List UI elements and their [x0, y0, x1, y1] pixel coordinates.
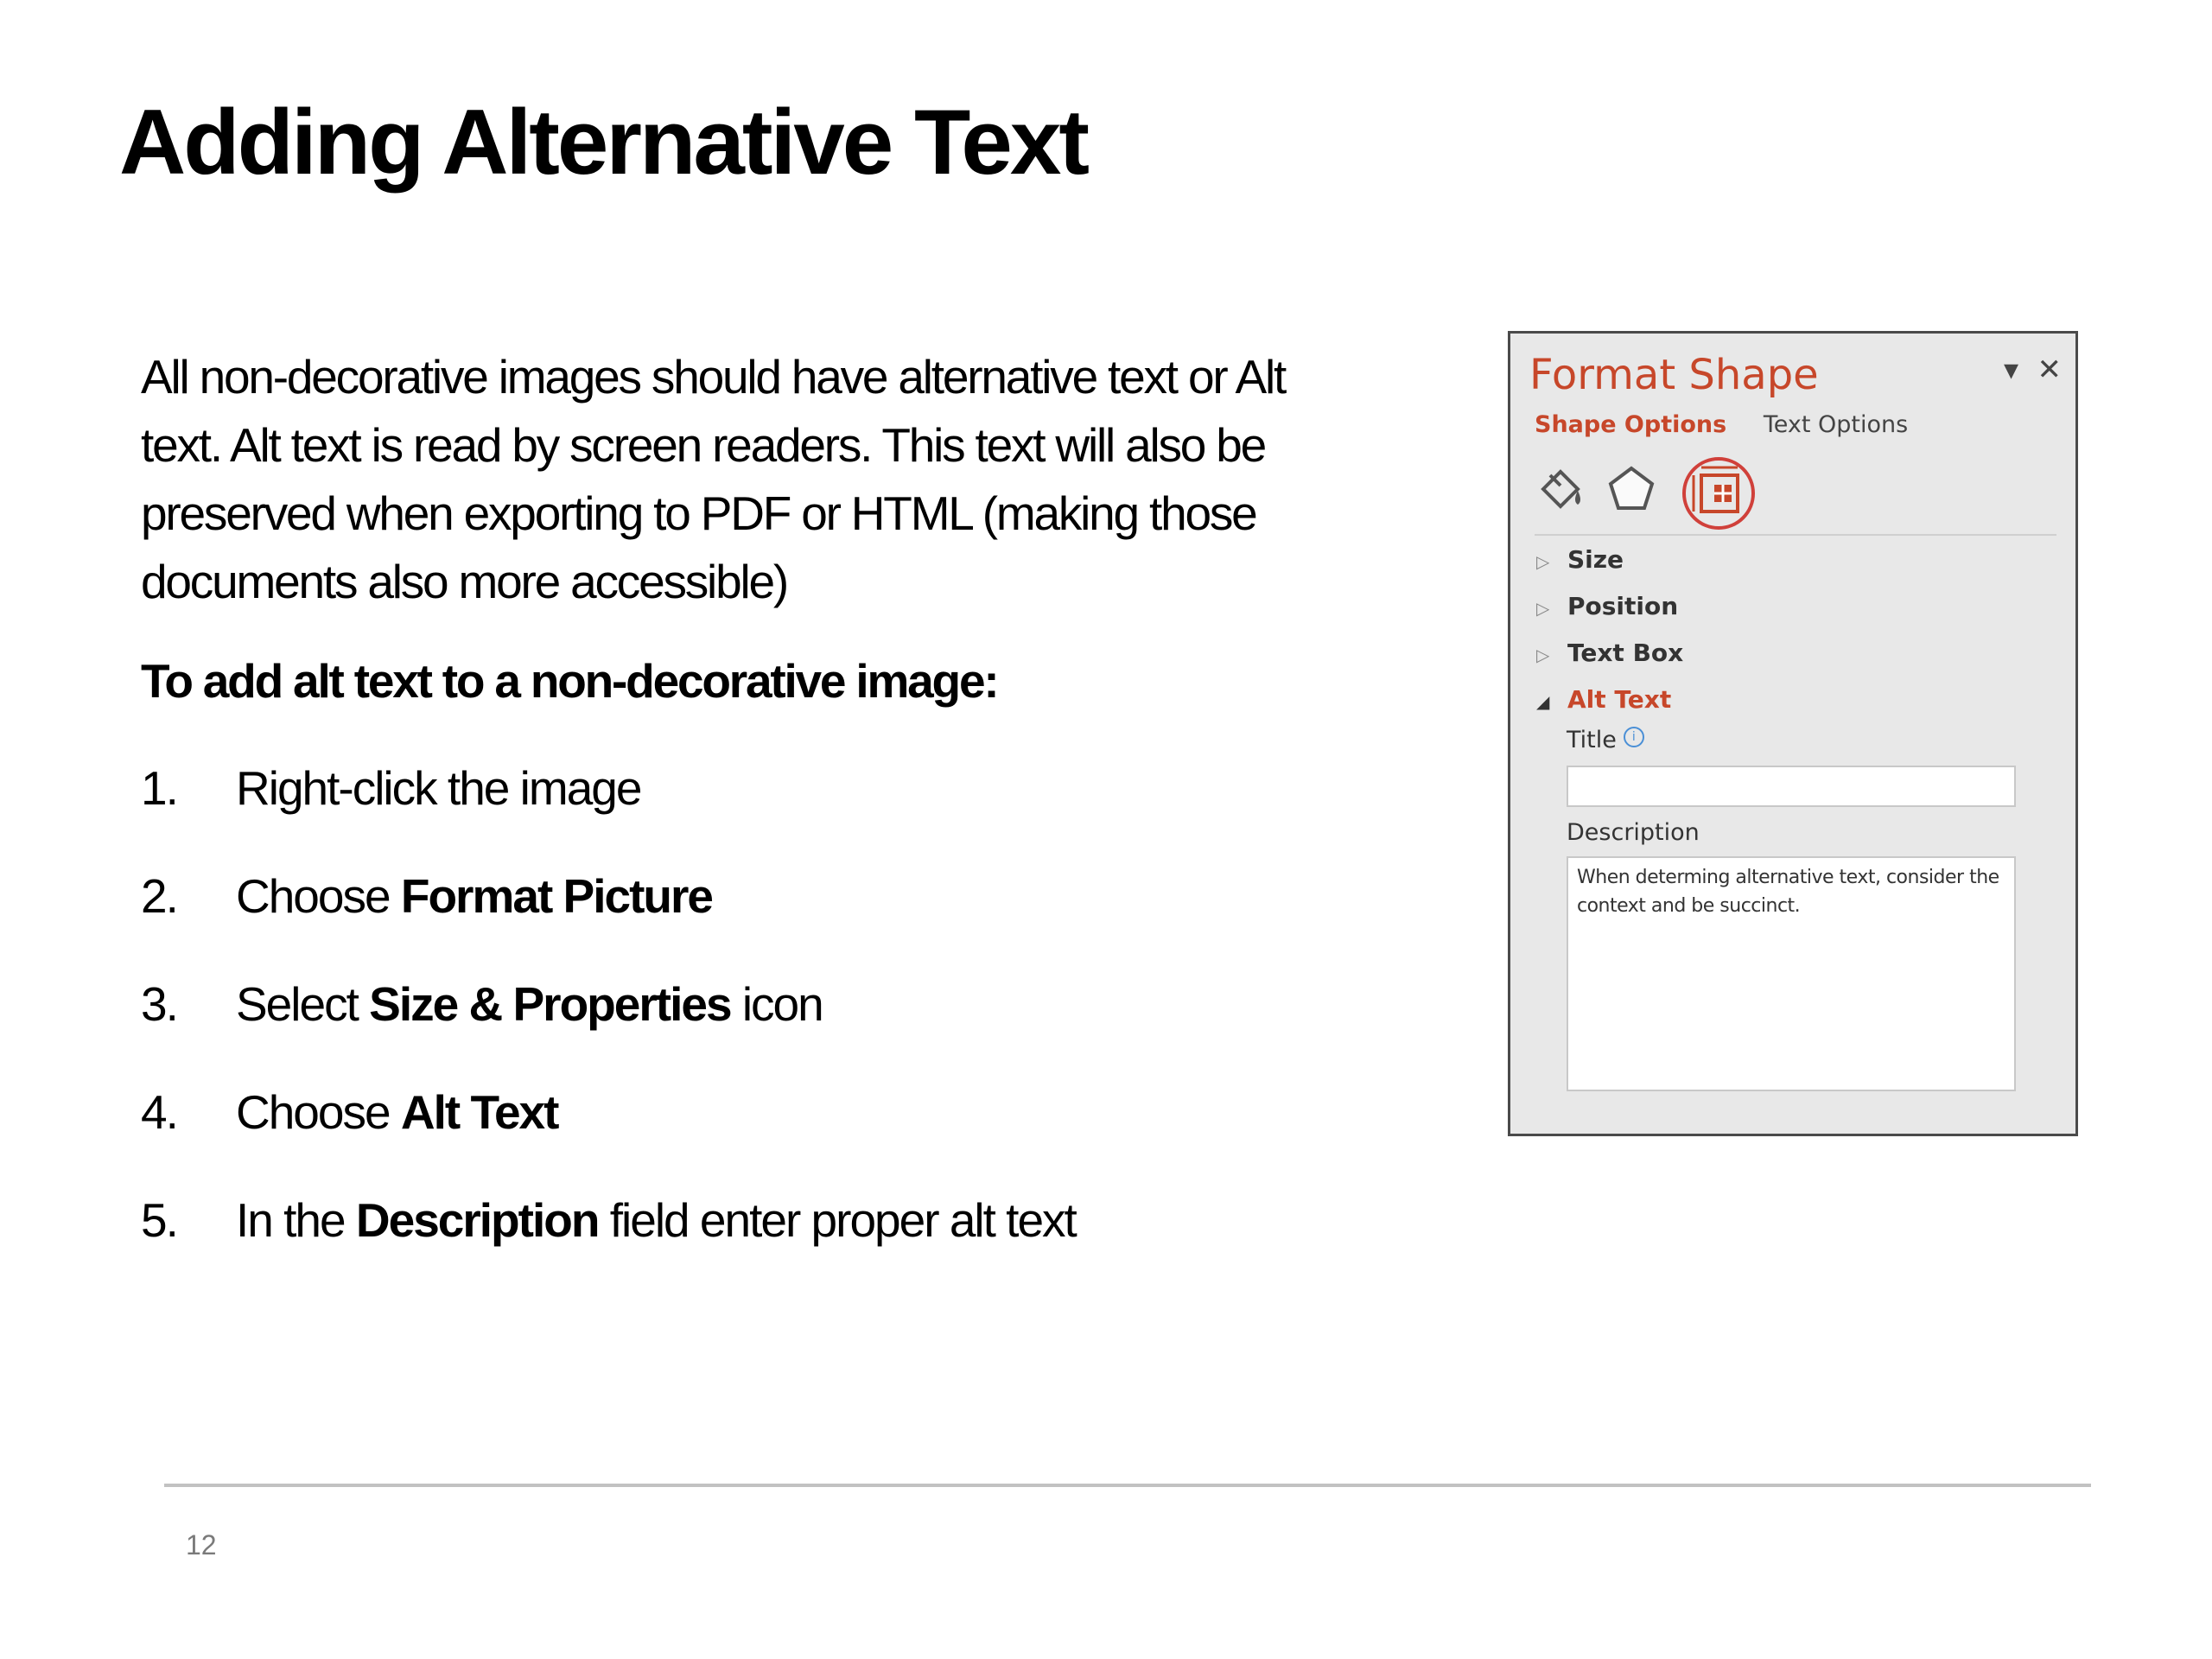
- step-item: [141, 976, 1076, 1084]
- tab-shape-options[interactable]: Shape Options: [1535, 411, 1727, 438]
- steps-list: [141, 760, 1076, 1300]
- step-item: [141, 1192, 1076, 1300]
- category-icon-row: [1535, 454, 1777, 532]
- step-item: [141, 760, 1076, 868]
- footer-divider: [164, 1484, 2091, 1487]
- collapse-icon: ◢: [1536, 691, 1550, 712]
- step-text: Right-click the image: [236, 761, 641, 815]
- section-alt-text[interactable]: ◢ Alt Text: [1536, 685, 1672, 714]
- slide-title: Adding Alternative Text: [119, 90, 1088, 194]
- expand-icon: ▷: [1536, 551, 1550, 572]
- format-shape-pane: [1508, 331, 2078, 1136]
- fill-line-icon[interactable]: [1535, 465, 1586, 517]
- page-number: 12: [186, 1529, 217, 1560]
- step-text: In the Description field enter proper alt text: [236, 1193, 1076, 1247]
- instructions-heading: To add alt text to a non-decorative image:: [141, 654, 998, 708]
- section-size[interactable]: ▷ Size: [1536, 545, 1624, 574]
- section-text-box[interactable]: ▷ Text Box: [1536, 639, 1684, 667]
- step-number: 5.: [141, 1193, 177, 1247]
- effects-icon[interactable]: [1605, 463, 1657, 515]
- expand-icon: ▷: [1536, 645, 1550, 665]
- step-number: 3.: [141, 977, 177, 1031]
- description-field-label: Description: [1567, 819, 1700, 846]
- expand-icon: ▷: [1536, 598, 1550, 619]
- tab-text-options[interactable]: Text Options: [1763, 411, 1909, 438]
- intro-paragraph: All non-decorative images should have alternative text or Alt text. Alt text is read by screen readers. This text will also be preserved when exporting to PDF or HTML (making those documents also more accessible): [141, 350, 1286, 608]
- step-number: 2.: [141, 869, 177, 923]
- pane-controls: [1993, 353, 2062, 387]
- pane-divider: [1535, 534, 2056, 536]
- chevron-down-icon[interactable]: ▾: [2003, 353, 2019, 386]
- step-number: 4.: [141, 1085, 177, 1139]
- step-item: [141, 1084, 1076, 1192]
- section-position[interactable]: ▷ Position: [1536, 592, 1679, 620]
- info-icon[interactable]: i: [1624, 727, 1644, 747]
- title-field-label: Title i: [1567, 727, 1644, 753]
- pane-title: Format Shape: [1529, 351, 1819, 399]
- size-properties-icon[interactable]: [1671, 454, 1766, 537]
- alt-title-input[interactable]: [1567, 766, 2016, 807]
- step-text: Select Size & Properties icon: [236, 977, 823, 1031]
- pane-tabs: [1535, 411, 1908, 438]
- step-text: Choose Format Picture: [236, 869, 713, 923]
- step-number: 1.: [141, 761, 177, 815]
- close-icon[interactable]: ✕: [2037, 353, 2062, 386]
- step-text: Choose Alt Text: [236, 1085, 558, 1139]
- alt-description-textarea[interactable]: When determing alternative text, consider the context and be succinct.: [1567, 856, 2016, 1091]
- step-item: [141, 868, 1076, 976]
